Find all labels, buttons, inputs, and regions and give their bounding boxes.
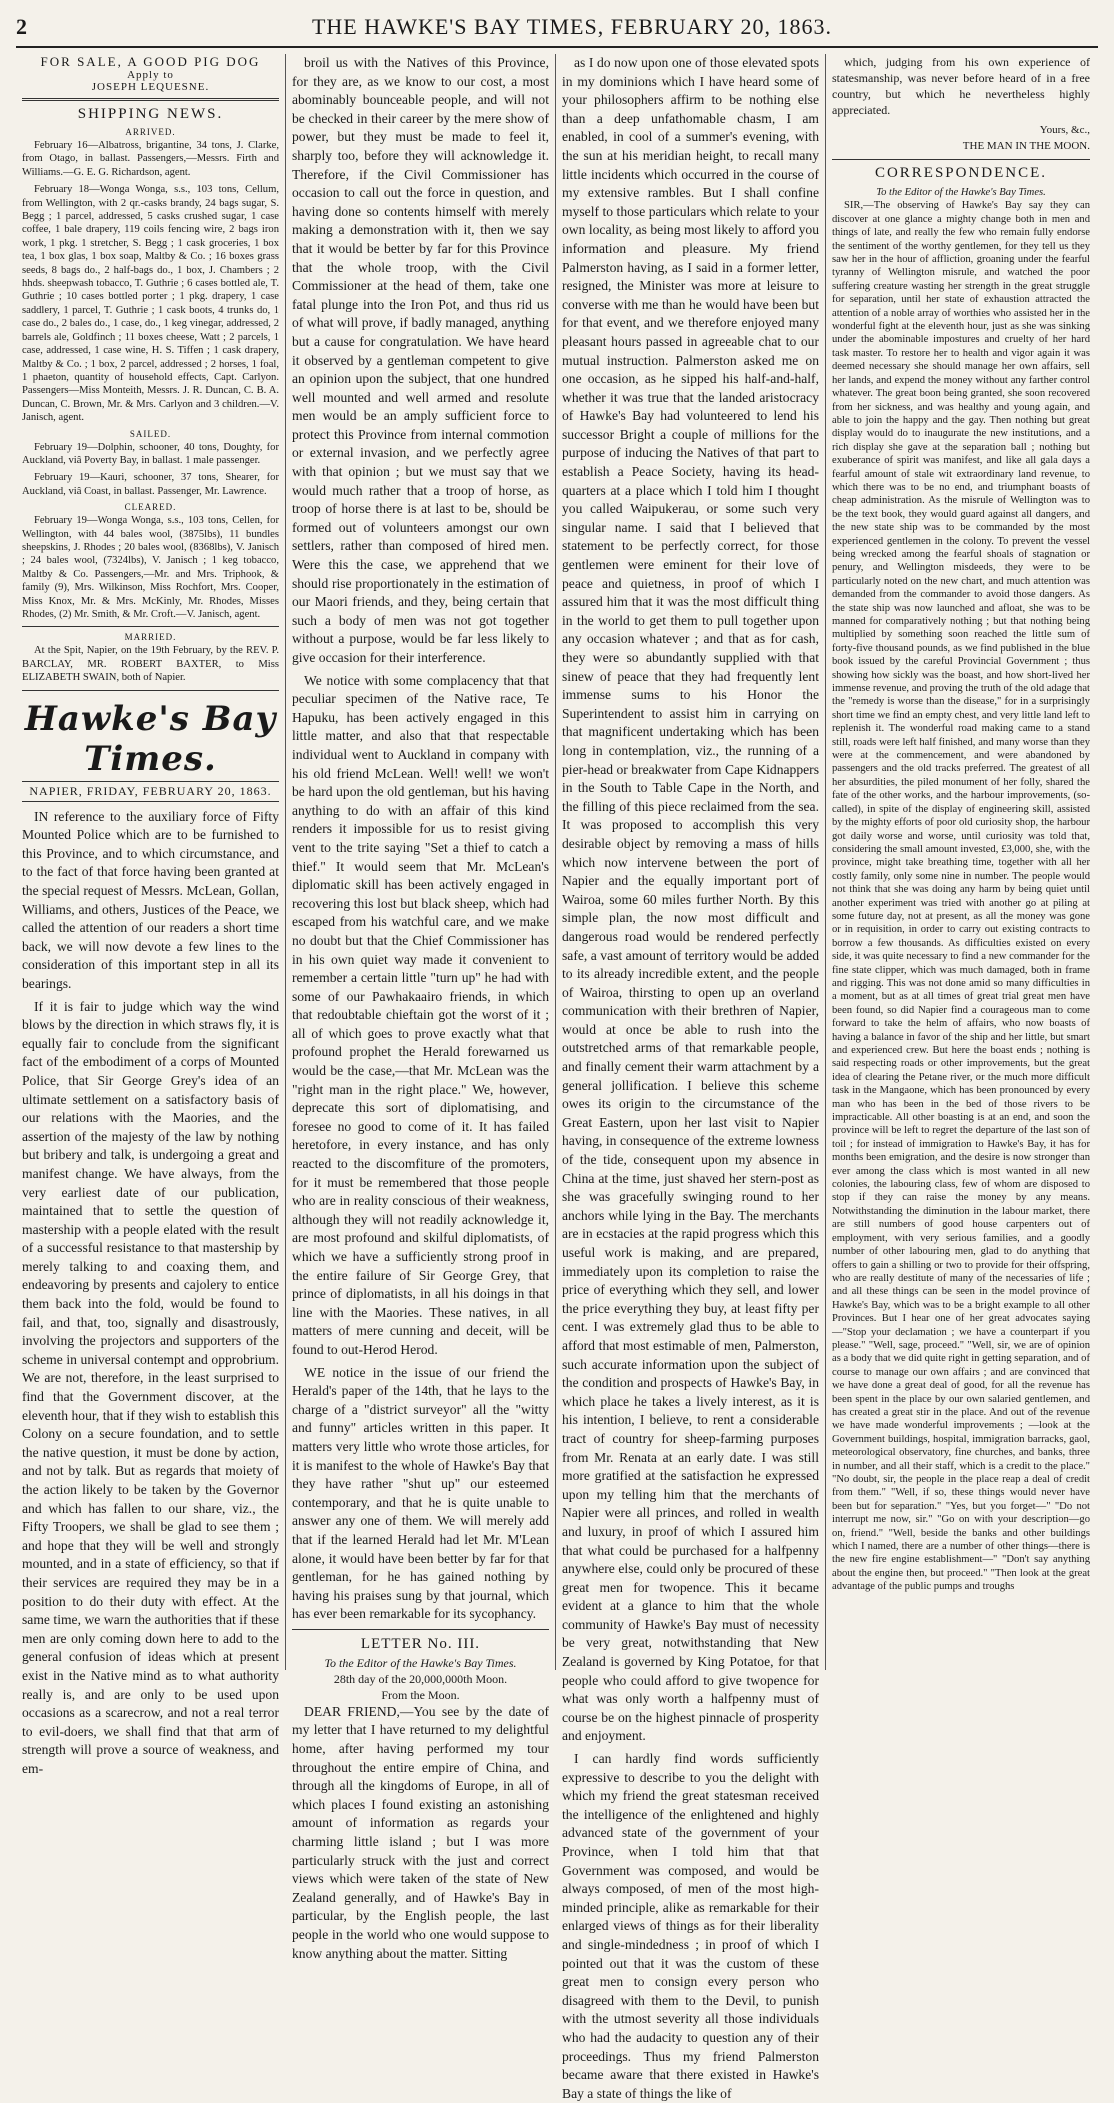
- columns: [16, 54, 1098, 2101]
- newspaper-page: [16, 14, 1098, 2101]
- paragraph: SIR,—The observing of Hawke's Bay say they can discover at one glance a mighty change both in men and things of late, and really the few who remain fully endorse the sentiment of the worthy gentlemen, for they tell us they saw her in the hour of affliction, groaning under the fearful tyranny of Wellington misrule, and watched the poor suffering creature wasting her strength in the great struggle for separation, until her state of exhaustion attracted the attention of a noble array of worthies who assisted her in the wonderful fight at the eleventh hour, just as she was sinking under the abominable impostures and cruelty of her hard task master. To restore her to health and vigor again it was deemed necessary she should manage her own affairs, sell her lands, and expend the money without any farther control whatever. The great boon being granted, she soon recovered from her sickness, and was healthy and young again, and able to join the happy and the gay. Then nothing but great display would do to inaugurate the new institutions, and a rich display she gave at the separation ball ; nothing but exuberance of spirit was manifest, and like all gala days a fearful amount of stale wit extraordinary land revenue, to which there was to be no end, and triumphant boasts of cheap administration. As the misrule of Wellington was to be the text book, they would guard against all dangers, and the new state ship was to be commanded by the most experienced gentlemen in the colony. To prevent the vessel being wrecked among the fearful shoals of stagnation or penury, and Wellington misdeeds, they were to be particularly noted on the new chart, and much attention was demanded from the commander to avoid those dangers. As the state ship was now launched and afloat, she was to be manned for comparatively nothing ; but that nothing being multiplied by something soon reached the little sum of forty-five thousand pounds, as we find published in the blue book issued by the careful Provincial Government ; thus showing how sickly was the boast, and how short-lived her immense revenue, and proving the truth of the old adage that the "remedy is worse than the disease," for in a surprisingly short time we find an empty chest, and very little land left to replenish it. The wonderful road making came to a stand still, roads were left half finished, and many worse than they were at the commencement, and were abandoned by passengers and the old tracks preferred. The greatest of all her absurdities, the piled monument of her folly, shared the fate of the other works, and the harbour improvements, (so-called), in spite of the display of engineering skill, assisted by the mighty efforts of poor old curiosity shop, the harbour got daily worse and worse, until curiosity was told that, considering the small amount invested, £3,000, she, with the province, might take breathing time, together with all her costly family, only some nine in number. The people would not think that she was doing any harm by being quiet until another experiment was tried with another go at piling at some future day, not at present, as all the money was gone or in requisition, in order to carry out existing contracts to borrow a few thousands. As difficulties existed on every side, it was quite necessary to find a new commander for the fine state clipper, which was much damaged, both in frame and rigging. This was not done amid so many difficulties in a moment, but as at all times of great trial great men have been found, so did Napier find a courageous man to come forward to take the helm of affairs, who now boasts of having a balance in favor of the ship and her little, but smart and experienced crew. But here the boast ends ; nothing is said respecting roads or other improvements, but the great idea of clearing the Petane river, or the much more difficult task in the Mangaone, which has been pronounced by every man who has been in the bed of those rivers to be impracticable. All other boasting is at an end, and soon the province will be left to regret the departure of the last son of toil ; for instead of immigration to Hawke's Bay, it has for months been emigration, and the desire is now stronger than ever among the class which is most wanted in all new colonies, the labouring class, few of whom are disposed to stop if they can raise the money by any means. Notwithstanding the diminution in the labour market, there are still numbers of good house carpenters out of employment, with very serious families, and a goodly number of other labouring men, glad to do anything that offers to gain a shilling or two to provide for their offspring, who are really destitute of many of the necessaries of life ; and all these things can be seen in the model province of Hawke's Bay, which was to be a bright example to all other Provinces. But I hear one of her great advocates saying—"Stop your declamation ; we have a counterpart if you please." "Well, sage, proceed." "Well, sir, we are of opinion as a body that we did quite right in getting separation, and of course to manage our own affairs ; and are convinced that we have done a great deal of good, for all the revenue has been spent in the place by our own salaried gentlemen, and has created a great stir in the place. And out of the revenue we have made wonderful improvements ; —look at the Government buildings, hospital, immigration barracks, gaol, meteorological observatory, fine churches, and banks, three in number, and all their staff, which is a credit to the place." "No doubt, sir, the people in the place reap a deal of credit from them." "Well, if so, these things would never have been but for separation." "Yes, but you forget—" "Do not interrupt me now, sir." "Go on with your description—go on, friend." "Well, beside the banks and other buildings which I named, there are a number of other things—there is the new fire engine establishment—" "Don't say anything about the engine then, but proceed." "Then look at the great advantage of the public pumps and troughs: [832, 200, 1090, 1593]
- letter-body-continued: [562, 54, 819, 2103]
- divider: [22, 98, 279, 101]
- paragraph: February 19—Dolphin, schooner, 40 tons, Doughty, for Auckland, viâ Poverty Bay, in ballast. 1 male passenger.: [22, 441, 279, 466]
- divider: [832, 159, 1090, 160]
- cleared-list: [22, 514, 279, 621]
- shipping-heading: SHIPPING NEWS.: [77, 106, 224, 122]
- divider: [22, 626, 279, 627]
- paragraph: I can hardly find words sufficiently expressive to describe to you the delight with which my friend the great statesman received the intelligence of the enlightened and highly advanced state of the government of your Province, when I told him that that Government was composed, and would be always composed, of men of the most high-minded principle, alike as remarkable for their enlarged views of things as for their liberality and single-mindedness ; in proof of which I pointed out that it was the custom of these great men to consign every person who disagreed with them to the Devil, to punish with the utmost severity all those individuals who had the audacity to question any of their proceedings. Thus my friend Palmerston became aware that there existed in Hawke's Bay a state of things the like of: [562, 1751, 819, 2101]
- paper-title: Hawke's Bay Times.: [24, 698, 277, 779]
- paragraph: IN reference to the auxiliary force of Fifty Mounted Police which are to be furnished to this Province, and to which circumstance, and to the fact of that force having been granted at the special request of Messrs. McLean, Gollan, Williams, and others, Justices of the Peace, we called the attention of our readers a short time back, we will now devote a few lines to the consideration of this important step in all its bearings.: [22, 808, 279, 991]
- letter-body-start: [292, 1703, 549, 1963]
- letter-title: LETTER No. III.: [360, 1635, 481, 1652]
- paragraph: We notice with some complacency that that peculiar specimen of the Native race, Te Hapuku, has been actively engaged in this little matter, and also that that respectable individual went to Auckland in company with his old friend McLean. Well! well! we won't be hard upon the old gentleman, but his having anything to do with an affair of this kind renders it impossible for us to resist giving vent to the trite saying "Set a thief to catch a thief." It would seem that Mr. McLean's diplomatic skill has been actively engaged in recovering this lost but black sheep, which had escaped from his watchful care, and we make no doubt but that the Chief Commissioner has in his own quiet way made it convenient to remember a certain little "turn up" he had with some of our Pawhakaairo friends, in which that redoubtable chieftain got the worst of it ; all of which goes to prove exactly what that profound prophet the Herald forewarned us would be the case,—that Mr. McLean was the "right man in the right place." We, however, deprecate this sort of diplomatising, and foresee no good to come of it. It has failed heretofore, in every instance, and has only reacted to the discomfiture of the promoters, for it must be remembered that those people who are in reality conscious of their weakness, although they will not readily acknowledge it, are most profound and skilful diplomatists, of which we have a sufficiently strong proof in the entire failure of Sir George Grey, that prince of diplomatists, in all his doings in that line with the Maories. These natives, in all matters of mere cunning and deceit, will be found to out-Herod Herod.: [292, 672, 549, 1357]
- married-label: MARRIED.: [124, 632, 177, 643]
- letter-addressee: To the Editor of the Hawke's Bay Times.: [324, 1655, 517, 1670]
- column-3: [556, 54, 826, 2101]
- married-notice: At the Spit, Napier, on the 19th February, by the REV. P. BARCLAY, MR. ROBERT BAXTER, to Miss ELIZABETH SWAIN, both of Napier.: [22, 645, 279, 684]
- paragraph: as I do now upon one of those elevated spots in my dominions which I have heard some of your philosophers affirm to be nothing else than a deep unfathomable chasm, I am enabled, in cool of a summer's evening, with the sun at his meridian height, to recall many little incidents which occurred in the course of my extensive rambles. But I shall confine myself to those particulars which relate to your own locality, as being most likely to afford you information and pleasure. My friend Palmerston having, as I said in a former letter, resigned, the Minister was more at leisure to converse with me than he would have been but for that event, and we therefore enjoyed many pleasant hours passed in agreeable chat to our mutual instruction. Palmerston asked me on one occasion, as he sipped his half-and-half, whether it was true that the landed aristocracy of Hawke's Bay had volunteered to lend his successor Bright a couple of millions for the purpose of inducing the Natives of that part to establish a Peace Society, having its head-quarters at a place which I told him I thought you called Waipukerau, or some such very singular name. I said that I believed that statement to be perfectly correct, for those gentlemen were eminent for their love of peace and quietness, in proof of which I assured him that it was the most difficult thing in the world to get them to pull together upon any occasion whatever ; and that as for cash, they were so abundantly supplied with that sinew of peace that they had frequently lent immense sums to his Honor the Superintendent to assist him in carrying on that magnificent undertaking which has been long in contemplation, viz., the running of a pier-head or breakwater from Cape Kidnappers in the South to Table Cape in the North, and the filling of this piece reclaimed from the sea. It was proposed to accomplish this very desirable object by removing a mass of hills which now intervene between the port of Napier and the equally important port of Wairoa, some 60 miles further North. By this simple plan, the now most difficult and dangerous road would be rendered perfectly safe, a vast amount of territory would be added to its already incredible extent, and the people of Wairoa, thirsting to open up an overland communication with their brethren of Napier, would at once be able to rush into the outstretched arms of that remarkable people, and finally cement their warm attachment by a general jollification. I believe this scheme owes its origin to the circumstance of the Great Eastern, upon her last visit to Napier having, in consequence of the extreme lowness of the tide, consequent upon my absence in China at the time, just shaved her stern-post as she was gracefully swinging round to her anchors while lying in the Bay. The merchants are in ecstacies at the rapid progress which this useful work is making, and are prepared, immediately upon its completion to raise the price of everything which they sell, and lower the price everything they buy, at least fifty per cent. I was extremely glad thus to be able to afford that most estimable of men, Palmerston, such accurate information upon the subject of the condition and prospects of Hawke's Bay, in which place he takes a lively interest, as it is his intention, I believe, to rent a considerable tract of country for sheep-farming purposes from Mr. Renata at an early date. I was still more gratified at the satisfaction he expressed upon my telling him that the merchants of Napier were all princes, and rolled in wealth and luxury, in proof of which I assured him that what could be purchased for a halfpenny anywhere else, could only be procured of these great men for twopence. This it became evident at a glance to him that the whole community of Hawke's Bay must of necessity be very great, notwithstanding that New Zealand is governed by King Potatoe, for that people who could afford to give twopence for what was only worth a halfpenny must of course be on the highest pinnacle of prosperity and enjoyment.: [562, 55, 819, 1744]
- letter-signature: THE MAN IN THE MOON.: [962, 140, 1090, 152]
- ad-apply: Apply to: [127, 69, 174, 81]
- letter-origin: From the Moon.: [381, 1687, 460, 1702]
- paragraph: February 18—Wonga Wonga, s.s., 103 tons, Cellum, from Wellington, with 2 qr.-casks brandy, 24 bags sugar, S. Begg ; 1 parcel, addressed, 5 casks crushed sugar, 1 case coffee, 1 bale drapery, 119 coils fencing wire, 2 bags iron work, 1 pkg. 1 stretcher, S. Begg ; 1 cask groceries, 1 box tea, 1 box glas, 1 box soap, Maltby & Co. ; 16 boxes grass seeds, 8 bags do., 2 half-bags do., 1 box, J. Chambers ; 2 hhds. sheepwash tobacco, T. Guthrie ; 6 cases bottled ale, T. Guthrie ; 10 cases bottled porter ; 1 pkg. drapery, 1 case saddlery, 1 parcel, T. Guthrie ; 1 cask boots, 4 trunks do, 1 case do., 2 bales do., 1 case, do., 1 keg vinegar, addressed, 2 barrels ale, Goldfinch ; 11 boxes cheese, Watt ; 2 parcels, 1 case, addressed, 1 case wine, H. S. Tiffen ; 1 cask drapery, Maltby & Co. ; 1 box, 2 parcel, addressed ; 2 horses, 1 foal, 1 phaeton, quantity of household effects, Capt. Carlyon. Passengers—Miss Monteith, Messrs. J. R. Duncan, C. B. A. Duncan, C. Brown, Mr. & Mrs. Carlyon and 3 children.—V. Janisch, agent.: [22, 184, 279, 424]
- ad-name: JOSEPH LEQUESNE.: [91, 81, 210, 93]
- correspondence-addressee: To the Editor of the Hawke's Bay Times.: [876, 187, 1046, 198]
- paragraph: broil us with the Natives of this Province, for they are, as we know to our cost, a most abominably bounceable people, and will not be checked in their career by the mere show of power, but they must be made to feel it, sharply too, before they will acknowledge it. Therefore, if the Civil Commissioner has occasion to call out the force in question, and having done so contents himself with merely making a demonstration with it, then we say that it would be better by far for this Province that the whole troop, with the Civil Commissioner at the head of them, take one fatal plunge into the Iron Pot, and thus rid us of what will prove, if badly managed, anything but a cause for congratulation. We have heard it observed by a gentleman competent to give an opinion upon the subject, that one hundred well mounted and well armed and resolute men would be an amply sufficient force to protect this Province from internal commotion or external invasion, and we perfectly agree with that opinion ; but we must say that we would much rather that a troop of horse, as troop of horse there is at last to be, should be formed out of volunteers amongst our own settlers, rather than composed of hired men. Were this the case, we apprehend that we should rise proportionately in the estimation of our Maori friends, and they, being certain that such a body of men was not got together without a purpose, would be far less likely to give occasion for their interference.: [292, 55, 549, 665]
- paragraph: which, judging from his own experience of statesmanship, was never before heard of in a free country, but which he nevertheless highly appreciated.: [832, 55, 1090, 117]
- divider: [22, 690, 279, 691]
- letter-signoff: Yours, &c.,: [1039, 124, 1090, 136]
- arrived-label: ARRIVED.: [125, 127, 176, 137]
- correspondence-body: [832, 199, 1090, 1593]
- letter-body-end: [832, 54, 1090, 118]
- paragraph: February 19—Wonga Wonga, s.s., 103 tons, Cellen, for Wellington, with 44 bales wool, (3875lbs), 11 bundles sheepskins, J. Rhodes ; 20 bales wool, (8368lbs), V. Janisch ; 24 bales wool, (7324lbs), V. Janisch ; 1 keg tobacco, Maltby & Co. Passengers,—Mr. and Mrs. Triphook, & family (9), Mrs. Wilkinson, Miss Rochfort, Mrs. Cooper, Miss Knox, Mr. & Mrs. McKinly, Mr. Rhodes, Misses Rhodes, (2) Mr. Smith, & Mr. Croft.—V. Janisch, agent.: [22, 515, 279, 620]
- paragraph: February 19—Kauri, schooner, 37 tons, Shearer, for Auckland, viâ Coast, in ballast. Passenger, Mr. Lawrence.: [22, 472, 279, 497]
- column-2: [286, 54, 556, 1961]
- sailed-list: [22, 441, 279, 499]
- masthead: THE HAWKE'S BAY TIMES, FEBRUARY 20, 1863.: [311, 14, 833, 39]
- divider: [292, 1629, 549, 1630]
- paragraph: If it is fair to judge which way the wind blows by the direction in which straws fly, it is equally fair to conclude from the significant fact of the embodiment of a corps of Mounted Police, that Sir George Grey's idea of an ultimate settlement on a satisfactory basis of our relations with the Maories, and the assertion of the majesty of the law by nothing but bribery and talk, is undergoing a great and manifest change. We have always, from the very earliest date of our publication, maintained that to settle the question of mastership with a people elated with the result of a successful resistance to that mastership by merely talking to and coaxing them, and endeavoring by presents and cajolery to entice them back into the fold, would be found to fail, and that, too, signally and disastrously, involving the projectors and supporters of the scheme in universal contempt and opprobrium. We are not, therefore, in the least surprised to find that the Government discover, at the eleventh hour, that if they wish to establish this Colony on a secure foundation, and to settle the native question, it must be done by action, and not by talk. But as regards that moiety of the action likely to be taken by the Governor and which has fallen to our share, viz., the Fifty Troopers, we shall be glad to see them ; and hope that they will be well and strongly mounted, and in a state of efficiency, so that if their services are required they may be in a position to do their duty with effect. At the same time, we warn the authorities that if these men are only coming down here to add to the general confusion of ideas which at present exist in the Native mind as to what authority really is, and are only to be used upon occasions as a scarecrow, and not a real terror to evil-doers, we shall find that that arm of strength will prove a source of weakness, and em-: [22, 998, 279, 1776]
- column-4: [826, 54, 1096, 1670]
- editorial-continued: [292, 54, 549, 1624]
- sailed-label: SAILED.: [129, 428, 172, 439]
- dateline: NAPIER, FRIDAY, FEBRUARY 20, 1863.: [22, 781, 279, 802]
- column-1: [16, 54, 286, 1776]
- page-header: [16, 14, 1098, 48]
- paragraph: February 16—Albatross, brigantine, 34 tons, J. Clarke, from Otago, in ballast. Passengers,—Messrs. Firth and Williams.—G. E. G. Richardson, agent.: [22, 140, 279, 178]
- cleared-label: CLEARED.: [124, 502, 177, 513]
- ad-title: FOR SALE, A GOOD PIG DOG: [40, 54, 261, 69]
- correspondence-heading: CORRESPONDENCE.: [874, 165, 1048, 181]
- editorial: [22, 808, 279, 1779]
- paragraph: WE notice in the issue of our friend the Herald's paper of the 14th, that he lays to the charge of a "district surveyor" all the "witty and funny" articles written in this paper. It matters very little who wrote those articles, for it is manifest to the whole of Hawke's Bay that they have rather "shut up" our esteemed contemporary, and that he is quite unable to answer any one of them. We will merely add that if the learned Herald had let Mr. M'Lean alone, it would have been better by far for that gentleman, for he has gained nothing by having his praises sung by that journal, which has ever been remarkable for its sycophancy.: [292, 1364, 549, 1622]
- letter-date: 28th day of the 20,000,000th Moon.: [333, 1671, 508, 1686]
- page-number: 2: [16, 14, 27, 39]
- paragraph: DEAR FRIEND,—You see by the date of my letter that I have returned to my delightful home, after having performed my tour throughout the entire empire of China, and through all the kingdoms of Europe, in all of which places I found existing an astonishing amount of information as regards your charming little island ; but I was more particularly struck with the just and correct views which were taken of the state of New Zealand generally, and of Hawke's Bay in particular, by the English people, the last people in the world who one would suppose to know anything about the matter. Sitting: [292, 1703, 549, 1961]
- arrived-list: [22, 139, 279, 425]
